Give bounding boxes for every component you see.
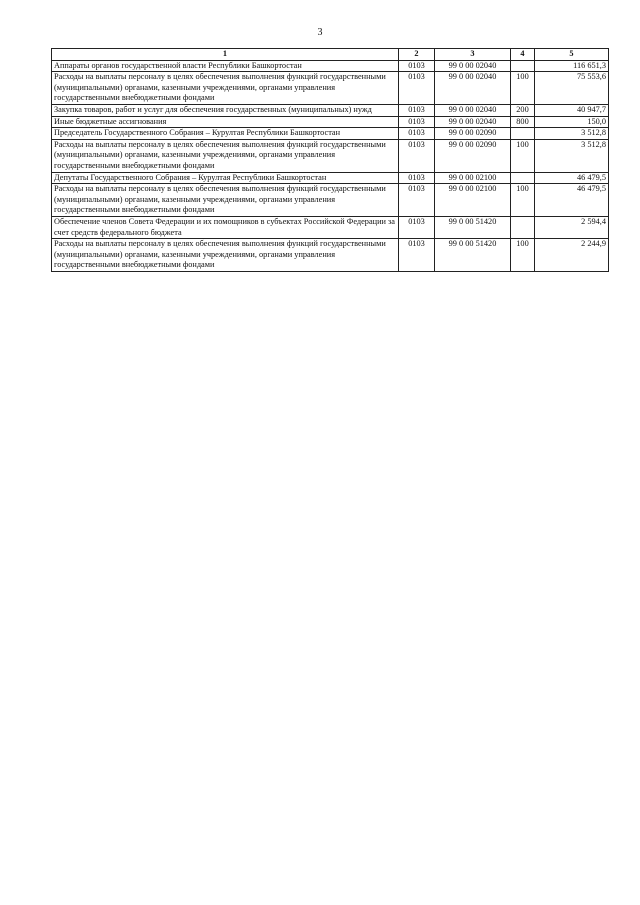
cell-code: 99 0 00 02040: [435, 104, 511, 116]
cell-section: 0103: [399, 60, 435, 72]
cell-type: 100: [511, 139, 535, 172]
cell-section: 0103: [399, 139, 435, 172]
cell-name: Расходы на выплаты персоналу в целях обеспечения выполнения функций государственными (муниципальными) органами, казенными учреждениями, органами управления государственными внебюджетными фондами: [52, 184, 399, 217]
cell-type: [511, 128, 535, 140]
cell-sum: 116 651,3: [535, 60, 609, 72]
cell-sum: 3 512,8: [535, 139, 609, 172]
cell-sum: 3 512,8: [535, 128, 609, 140]
cell-section: 0103: [399, 172, 435, 184]
table-row: [52, 184, 609, 217]
cell-code: 99 0 00 02040: [435, 116, 511, 128]
cell-name: Депутаты Государственного Собрания – Курултая Республики Башкортостан: [52, 172, 399, 184]
cell-sum: 2 244,9: [535, 239, 609, 272]
cell-name: Обеспечение членов Совета Федерации и их помощников в субъектах Российской Федерации за счет средств федерального бюджета: [52, 216, 399, 238]
column-header-section: 2: [399, 49, 435, 61]
cell-section: 0103: [399, 239, 435, 272]
budget-table: [51, 48, 609, 272]
cell-type: [511, 60, 535, 72]
table-row: [52, 239, 609, 272]
cell-code: 99 0 00 02040: [435, 60, 511, 72]
page-number: 3: [317, 27, 323, 38]
cell-type: 100: [511, 239, 535, 272]
cell-type: 100: [511, 184, 535, 217]
cell-code: 99 0 00 51420: [435, 239, 511, 272]
table-body: [52, 60, 609, 271]
column-header-type: 4: [511, 49, 535, 61]
cell-sum: 46 479,5: [535, 184, 609, 217]
table-row: [52, 128, 609, 140]
table-row: [52, 139, 609, 172]
cell-name: Расходы на выплаты персоналу в целях обеспечения выполнения функций государственными (муниципальными) органами, казенными учреждениями, органами управления государственными внебюджетными фондами: [52, 139, 399, 172]
table-row: [52, 104, 609, 116]
cell-type: 100: [511, 72, 535, 105]
cell-section: 0103: [399, 116, 435, 128]
cell-sum: 40 947,7: [535, 104, 609, 116]
cell-code: 99 0 00 02040: [435, 72, 511, 105]
cell-name: Расходы на выплаты персоналу в целях обеспечения выполнения функций государственными (муниципальными) органами, казенными учреждениями, органами управления государственными внебюджетными фондами: [52, 239, 399, 272]
table-row: [52, 116, 609, 128]
cell-sum: 75 553,6: [535, 72, 609, 105]
cell-type: [511, 172, 535, 184]
cell-name: Иные бюджетные ассигнования: [52, 116, 399, 128]
cell-name: Закупка товаров, работ и услуг для обеспечения государственных (муниципальных) нужд: [52, 104, 399, 116]
cell-section: 0103: [399, 72, 435, 105]
cell-code: 99 0 00 51420: [435, 216, 511, 238]
cell-section: 0103: [399, 216, 435, 238]
cell-section: 0103: [399, 128, 435, 140]
cell-sum: 2 594,4: [535, 216, 609, 238]
table-header-row: [52, 49, 609, 61]
cell-code: 99 0 00 02090: [435, 139, 511, 172]
cell-sum: 46 479,5: [535, 172, 609, 184]
table-row: [52, 72, 609, 105]
cell-type: [511, 216, 535, 238]
cell-type: 800: [511, 116, 535, 128]
table-row: [52, 172, 609, 184]
cell-section: 0103: [399, 104, 435, 116]
cell-name: Расходы на выплаты персоналу в целях обеспечения выполнения функций государственными (муниципальными) органами, казенными учреждениями, органами управления государственными внебюджетными фондами: [52, 72, 399, 105]
column-header-sum: 5: [535, 49, 609, 61]
column-header-name: 1: [52, 49, 399, 61]
cell-section: 0103: [399, 184, 435, 217]
column-header-code: 3: [435, 49, 511, 61]
cell-sum: 150,0: [535, 116, 609, 128]
table-row: [52, 216, 609, 238]
cell-code: 99 0 00 02100: [435, 184, 511, 217]
cell-name: Председатель Государственного Собрания – Курултая Республики Башкортостан: [52, 128, 399, 140]
table-row: [52, 60, 609, 72]
cell-code: 99 0 00 02100: [435, 172, 511, 184]
cell-code: 99 0 00 02090: [435, 128, 511, 140]
cell-type: 200: [511, 104, 535, 116]
cell-name: Аппараты органов государственной власти Республики Башкортостан: [52, 60, 399, 72]
